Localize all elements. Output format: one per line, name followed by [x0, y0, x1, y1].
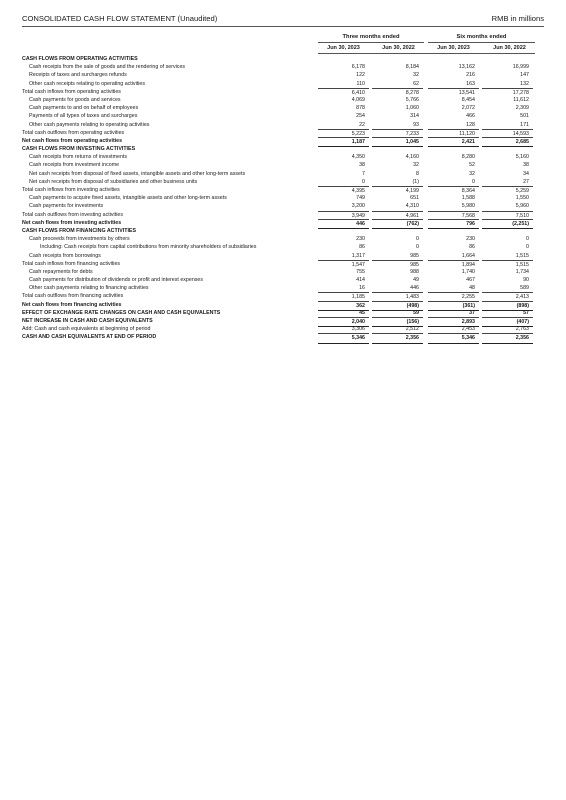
row-label: NET INCREASE IN CASH AND CASH EQUIVALENTS — [22, 318, 153, 324]
row-value: 163 — [466, 80, 475, 87]
row-label: Add: Cash and cash equivalents at beginning of period — [22, 326, 151, 333]
row-value: 45 — [359, 309, 365, 316]
row-label: Net cash flows from financing activities — [22, 301, 122, 308]
row-value: 755 — [356, 268, 365, 275]
row-value: 5,346 — [318, 333, 369, 343]
row-value: (156) — [372, 317, 423, 327]
table-row — [22, 252, 535, 260]
row-value: 62 — [413, 80, 419, 87]
row-label: Total cash inflows from investing activities — [22, 187, 120, 193]
row-value: 1,547 — [318, 260, 369, 269]
row-value: 38 — [359, 162, 365, 169]
table-row — [22, 80, 535, 88]
row-value: 651 — [410, 195, 419, 202]
table-row — [22, 284, 535, 292]
row-value: 0 — [362, 178, 365, 185]
table-row — [22, 268, 535, 276]
row-value: 7,568 — [428, 211, 479, 220]
row-value: 13,162 — [458, 64, 475, 71]
row-value: 2,893 — [428, 317, 479, 327]
row-value: 362 — [318, 301, 369, 311]
row-value: 1,060 — [405, 105, 419, 112]
row-value: 216 — [466, 72, 475, 79]
row-value: 2,512 — [405, 326, 419, 333]
table-row — [22, 309, 535, 317]
row-value: 589 — [520, 285, 529, 292]
row-value: 32 — [469, 170, 475, 177]
row-value: 446 — [318, 219, 369, 229]
row-value: 2,453 — [461, 326, 475, 333]
row-label: Cash payments for investments — [29, 203, 104, 210]
row-label: Cash repayments for debts — [29, 268, 93, 275]
row-value: 2,421 — [428, 137, 479, 147]
row-value: 5,766 — [405, 96, 419, 103]
row-value: 7 — [362, 170, 365, 177]
table-row — [22, 276, 535, 284]
row-value: 6,410 — [318, 88, 369, 97]
row-value: 0 — [526, 244, 529, 251]
row-value: 4,350 — [351, 154, 365, 161]
row-value: 2,356 — [482, 333, 533, 343]
row-value: 1,187 — [318, 137, 369, 147]
row-value: (762) — [372, 219, 423, 229]
row-label: CASH FLOWS FROM OPERATING ACTIVITIES — [22, 56, 138, 62]
group-header-three-months: Three months ended — [342, 34, 400, 40]
row-value: 4,199 — [372, 186, 423, 195]
row-value: 2,040 — [318, 317, 369, 327]
row-label: Cash receipts from returns of investments — [29, 154, 128, 161]
column-header-6m-2022: Jun 30, 2022 — [493, 45, 526, 51]
row-value: 5,960 — [515, 203, 529, 210]
row-value: 52 — [469, 162, 475, 169]
row-label: Cash payments for distribution of dividends or profit and interest expenses — [29, 277, 204, 284]
row-value: 749 — [356, 195, 365, 202]
row-label: Net cash flows from operating activities — [22, 137, 123, 144]
row-value: 8,454 — [461, 96, 475, 103]
row-label: Payments of all types of taxes and surcharges — [29, 113, 138, 120]
table-row — [22, 211, 535, 219]
row-label: Cash proceeds from investments by others — [29, 236, 130, 243]
row-value: 3,306 — [351, 326, 365, 333]
row-value: 16,999 — [512, 64, 529, 71]
table-row — [22, 317, 535, 325]
table-row — [22, 63, 535, 71]
row-label: Cash payments to acquire fixed assets, intangible assets and other long-term assets — [29, 195, 227, 202]
row-value: 1,894 — [428, 260, 479, 269]
row-label: CASH AND CASH EQUIVALENTS AT END OF PERIOD — [22, 334, 157, 341]
row-value: 48 — [469, 285, 475, 292]
row-value: 414 — [356, 277, 365, 284]
table-row — [22, 145, 535, 153]
row-value: 171 — [520, 121, 529, 128]
row-value: 57 — [523, 309, 529, 316]
row-value: 446 — [410, 285, 419, 292]
row-value: 27 — [523, 178, 529, 185]
row-value: 16 — [359, 285, 365, 292]
title-rule — [22, 26, 544, 27]
row-label: Total cash outflows from operating activities — [22, 129, 125, 136]
row-value: 4,310 — [405, 203, 419, 210]
row-value: 254 — [356, 113, 365, 120]
row-value: 128 — [466, 121, 475, 128]
row-value: 22 — [359, 121, 365, 128]
table-row — [22, 71, 535, 79]
table-row — [22, 219, 535, 227]
row-value: 4,395 — [318, 186, 369, 195]
row-value: (498) — [372, 301, 423, 311]
table-row — [22, 55, 535, 63]
row-value: 1,483 — [372, 292, 423, 301]
table-row — [22, 121, 535, 129]
row-value: 2,072 — [461, 105, 475, 112]
row-value: 38 — [523, 162, 529, 169]
row-label: CASH FLOWS FROM FINANCING ACTIVITIES — [22, 227, 136, 234]
row-value: 796 — [428, 219, 479, 229]
row-label: Cash receipts from investment income — [29, 162, 120, 169]
row-value: 3,200 — [351, 203, 365, 210]
row-value: 466 — [466, 113, 475, 120]
row-label: CASH FLOWS FROM INVESTING ACTIVITIES — [22, 146, 136, 153]
row-value: 86 — [469, 244, 475, 251]
row-label: Cash payments to and on behalf of employees — [29, 105, 139, 112]
table-row — [22, 235, 535, 243]
row-value: 230 — [356, 236, 365, 243]
row-value: 14,593 — [482, 129, 533, 138]
row-value: 2,763 — [515, 326, 529, 333]
row-value: 90 — [523, 277, 529, 284]
row-value: 0 — [472, 178, 475, 185]
row-label: Including: Cash receipts from capital contributions from minority shareholders of subsidiaries — [40, 244, 257, 251]
group-underline-three-months — [318, 42, 424, 43]
table-row — [22, 333, 535, 341]
row-value: 122 — [356, 72, 365, 79]
row-value: 1,185 — [318, 292, 369, 301]
row-value: 5,980 — [461, 203, 475, 210]
row-value: 2,413 — [482, 292, 533, 301]
table-row — [22, 301, 535, 309]
column-header-6m-2023: Jun 30, 2023 — [437, 45, 470, 51]
table-row — [22, 104, 535, 112]
row-value: 1,734 — [515, 268, 529, 275]
row-value: 11,612 — [513, 96, 529, 103]
cash-flow-table — [22, 55, 535, 342]
row-value: (898) — [482, 301, 533, 311]
row-value: 93 — [413, 121, 419, 128]
row-value: 2,356 — [372, 333, 423, 343]
row-label: Cash receipts from the sale of goods and the rendering of services — [29, 64, 186, 71]
row-value: 985 — [410, 252, 419, 259]
table-row — [22, 227, 535, 235]
row-label: Cash payments for goods and services — [29, 96, 121, 103]
table-row — [22, 186, 535, 194]
row-value: 86 — [359, 244, 365, 251]
table-row — [22, 178, 535, 186]
row-value: 0 — [416, 244, 419, 251]
row-value: 1,515 — [515, 252, 529, 259]
row-value: 1,664 — [461, 252, 475, 259]
row-value: 467 — [466, 277, 475, 284]
row-label: Total cash outflows from financing activities — [22, 293, 124, 300]
row-value: 1,740 — [461, 268, 475, 275]
table-row — [22, 129, 535, 137]
row-value: 3,949 — [318, 211, 369, 220]
row-value: 2,685 — [482, 137, 533, 147]
row-value: 878 — [356, 105, 365, 112]
row-value: 5,259 — [482, 186, 533, 195]
row-value: 4,961 — [372, 211, 423, 220]
row-value: 0 — [416, 236, 419, 243]
row-value: 8,278 — [372, 88, 423, 97]
row-label: Total cash inflows from operating activities — [22, 88, 121, 95]
column-header-3m-2023: Jun 30, 2023 — [327, 45, 360, 51]
row-value: 110 — [356, 80, 365, 87]
row-value: 1,317 — [351, 252, 365, 259]
table-row — [22, 96, 535, 104]
row-value: 314 — [410, 113, 419, 120]
row-value: 2,255 — [428, 292, 479, 301]
table-row — [22, 137, 535, 145]
table-row — [22, 202, 535, 210]
row-label: Net cash receipts from disposal of subsidiaries and other business units — [29, 178, 198, 185]
row-label: Net cash receipts from disposal of fixed assets, intangible assets and other long-term assets — [29, 170, 246, 177]
row-value: 988 — [410, 268, 419, 275]
row-value: 0 — [526, 236, 529, 243]
row-value: 13,541 — [428, 88, 479, 97]
currency-unit: RMB in millions — [491, 14, 544, 23]
group-underline-six-months — [428, 42, 535, 43]
row-value: 34 — [523, 170, 529, 177]
row-value: 1,588 — [461, 195, 475, 202]
row-label: Net cash flows from investing activities — [22, 219, 122, 226]
table-row — [22, 88, 535, 96]
table-row — [22, 112, 535, 120]
row-value: 8,184 — [405, 64, 419, 71]
row-value: 37 — [469, 309, 475, 316]
column-header-3m-2022: Jun 30, 2022 — [382, 45, 415, 51]
row-value: 6,178 — [351, 64, 365, 71]
row-value: 8,280 — [461, 154, 475, 161]
row-value: 5,160 — [515, 154, 529, 161]
row-value: (407) — [482, 317, 533, 327]
statement-title: CONSOLIDATED CASH FLOW STATEMENT (Unaudited) — [22, 14, 218, 23]
table-row — [22, 292, 535, 300]
table-row — [22, 260, 535, 268]
row-value: 1,515 — [482, 260, 533, 269]
row-label: Total cash inflows from financing activities — [22, 260, 121, 267]
row-value: 59 — [413, 309, 419, 316]
row-value: 11,120 — [428, 129, 479, 138]
row-value: (2,251) — [482, 219, 533, 229]
table-row — [22, 170, 535, 178]
row-value: 1,045 — [372, 137, 423, 147]
row-label: Receipts of taxes and surcharges refunds — [29, 72, 127, 79]
row-value: 49 — [413, 277, 419, 284]
table-row — [22, 153, 535, 161]
row-value: 147 — [520, 72, 529, 79]
row-value: (1) — [412, 178, 419, 185]
row-label: Other cash receipts relating to operating activities — [29, 80, 146, 87]
row-value: 230 — [466, 236, 475, 243]
table-row — [22, 325, 535, 333]
row-value: 32 — [413, 162, 419, 169]
group-header-six-months: Six months ended — [456, 34, 507, 40]
header-rule — [318, 53, 535, 54]
table-row — [22, 243, 535, 251]
row-value: 8 — [416, 170, 419, 177]
row-label: EFFECT OF EXCHANGE RATE CHANGES ON CASH AND CASH EQUIVALENTS — [22, 309, 221, 316]
row-value: (361) — [428, 301, 479, 311]
row-value: 2,309 — [515, 105, 529, 112]
table-row — [22, 161, 535, 169]
row-value: 4,160 — [405, 154, 419, 161]
row-value: 17,278 — [482, 88, 533, 97]
row-label: Other cash payments relating to operating activities — [29, 121, 150, 128]
row-label: Cash receipts from borrowings — [29, 252, 101, 259]
row-value: 7,510 — [482, 211, 533, 220]
row-value: 1,550 — [515, 195, 529, 202]
row-value: 132 — [520, 80, 529, 87]
row-value: 32 — [413, 72, 419, 79]
row-value: 8,364 — [428, 186, 479, 195]
row-value: 501 — [520, 113, 529, 120]
row-label: Total cash outflows from investing activities — [22, 211, 123, 218]
row-value: 985 — [372, 260, 423, 269]
row-value: 7,233 — [372, 129, 423, 138]
row-label: Other cash payments relating to financing activities — [29, 285, 149, 292]
row-value: 5,223 — [318, 129, 369, 138]
table-row — [22, 194, 535, 202]
row-value: 4,069 — [351, 96, 365, 103]
row-value: 5,346 — [428, 333, 479, 343]
